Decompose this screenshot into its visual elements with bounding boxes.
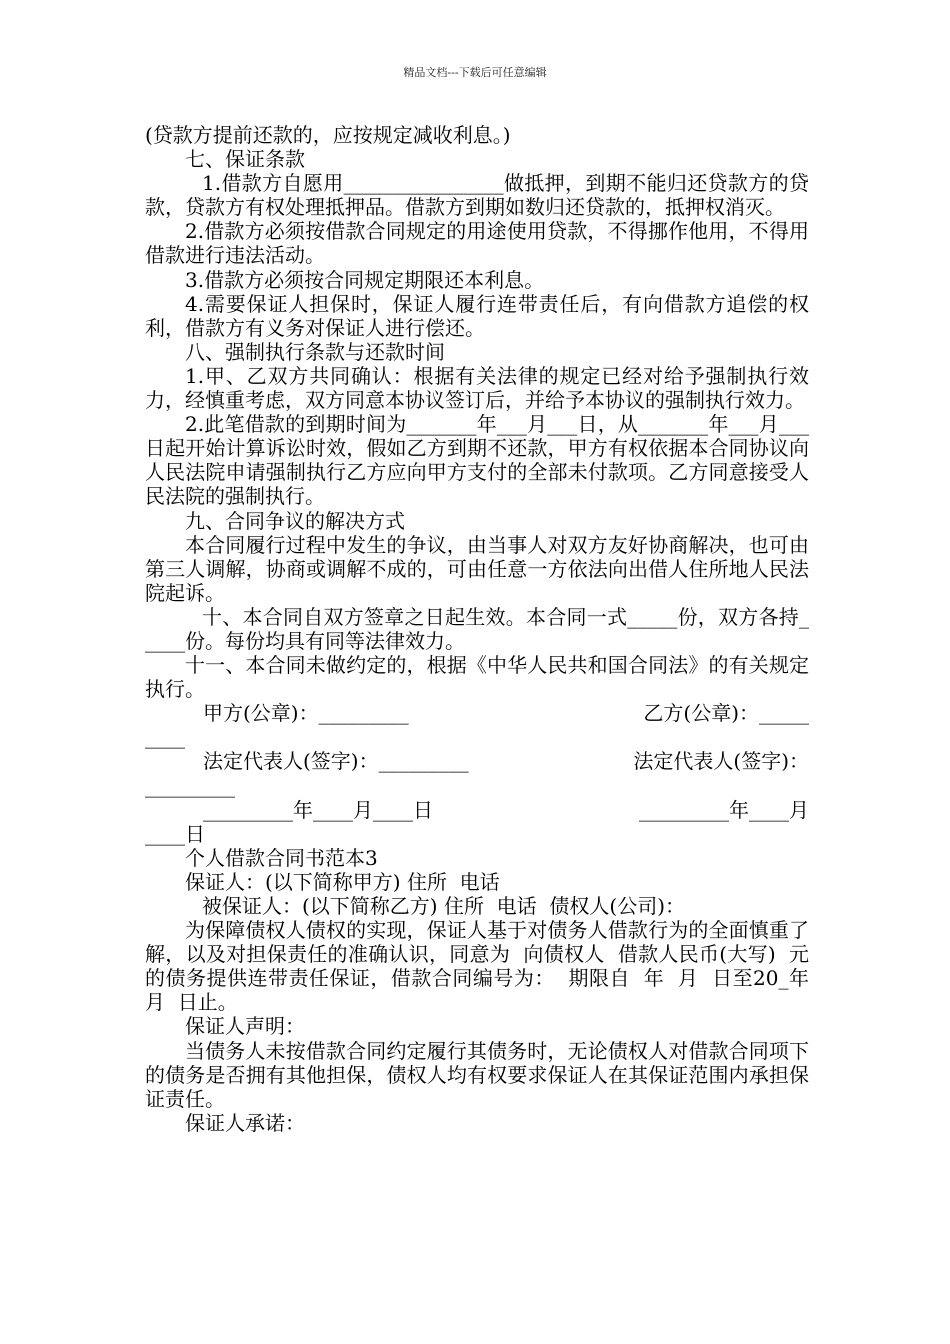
paragraph: 4.需要保证人担保时，保证人履行连带责任后，有向借款方追偿的权利，借款方有义务对保证人进行偿还。: [145, 291, 809, 340]
paragraph: 十一、本合同未做约定的，根据《中华人民共和国合同法》的有关规定执行。: [145, 653, 809, 702]
paragraph: 保证人声明：: [185, 1014, 305, 1039]
paragraph: 1.甲、乙双方共同确认：根据有关法律的规定已经对给予强制执行效力，经慎重考虑，双方同意本协议签订后，并给予本协议的强制执行效力。: [145, 363, 809, 413]
paragraph: 保证人承诺：: [185, 1110, 305, 1135]
paragraph: 八、强制执行条款与还款时间: [185, 339, 445, 364]
paragraph: 3.借款方必须按合同规定期限还本利息。: [185, 267, 545, 292]
paragraph: 本合同履行过程中发生的争议，由当事人对双方友好协商解决，也可由第三人调解，协商或调解不成的，可由任意一方依法向出借人住所地人民法院起诉。: [145, 532, 809, 605]
party-a-representative: 法定代表人(签字)：_________: [203, 749, 469, 774]
paragraph: 保证人：(以下简称甲方) 住所 电话: [185, 869, 500, 894]
paragraph: (贷款方提前还款的，应按规定减收利息。): [145, 123, 511, 147]
paragraph: 当债务人未按借款合同约定履行其债务时，无论债权人对借款合同项下的债务是否拥有其他担保，债权人均有权要求保证人在其保证范围内承担保证责任。: [145, 1038, 809, 1111]
document-body: [145, 123, 822, 1135]
party-b-representative: 法定代表人(签字)：: [633, 749, 809, 774]
paragraph: 1.借款方自愿用________________做抵押，到期不能归还贷款方的贷款，贷款方有权处理抵押品。借款方到期如数归还贷款的，抵押权消灭。: [145, 171, 809, 220]
paragraph: 被保证人：(以下简称乙方) 住所 电话 债权人(公司)：: [202, 894, 685, 918]
guarantee-section: [145, 845, 822, 1135]
paragraph: 个人借款合同书范本3: [185, 845, 378, 870]
party-a-seal: 甲方(公章)：_________: [203, 701, 409, 726]
party-b-representative-wrap: _________: [145, 773, 235, 798]
page-header-note: 精品文档---下载后可任意编辑: [403, 66, 547, 79]
paragraph: 2.借款方必须按借款合同规定的用途使用贷款，不得挪作他用，不得用借款进行违法活动。: [145, 219, 809, 268]
party-a-date: _________年____月____日: [203, 797, 433, 822]
party-seal-row: [145, 701, 809, 725]
paragraph: 2.此笔借款的到期时间为_______年___月___日，从_______年___月___日起开始计算诉讼时效，假如乙方到期不还款，甲方有权依据本合同协议向人民法院申请强制执行乙方应向甲方支付的全部未付款项。乙方同意接受人民法院的强制执行。: [145, 412, 809, 509]
signature-block: [145, 701, 809, 846]
paragraph: 十、本合同自双方签章之日起生效。本合同一式_____份，双方各持_____份。每份均具有同等法律效力。: [145, 604, 809, 653]
date-row: [145, 798, 809, 822]
contract-clauses: [145, 123, 809, 701]
paragraph: 九、合同争议的解决方式: [185, 508, 405, 533]
party-b-date-wrap: ____日: [145, 821, 205, 846]
paragraph: 为保障债权人债权的实现，保证人基于对债务人借款行为的全面慎重了解，以及对担保责任的准确认识，同意为 向债权人 借款人民币(大写) 元的债务提供连带责任保证，借款合同编号为： 期限自 年 月 日至20_年 月 日止。: [145, 918, 822, 1015]
party-b-date: _________年____月: [639, 797, 809, 822]
paragraph: 七、保证条款: [185, 147, 305, 172]
party-b-seal: 乙方(公章)：_____: [643, 701, 809, 726]
party-b-seal-wrap: ____: [145, 725, 185, 750]
representative-row: [145, 749, 809, 773]
